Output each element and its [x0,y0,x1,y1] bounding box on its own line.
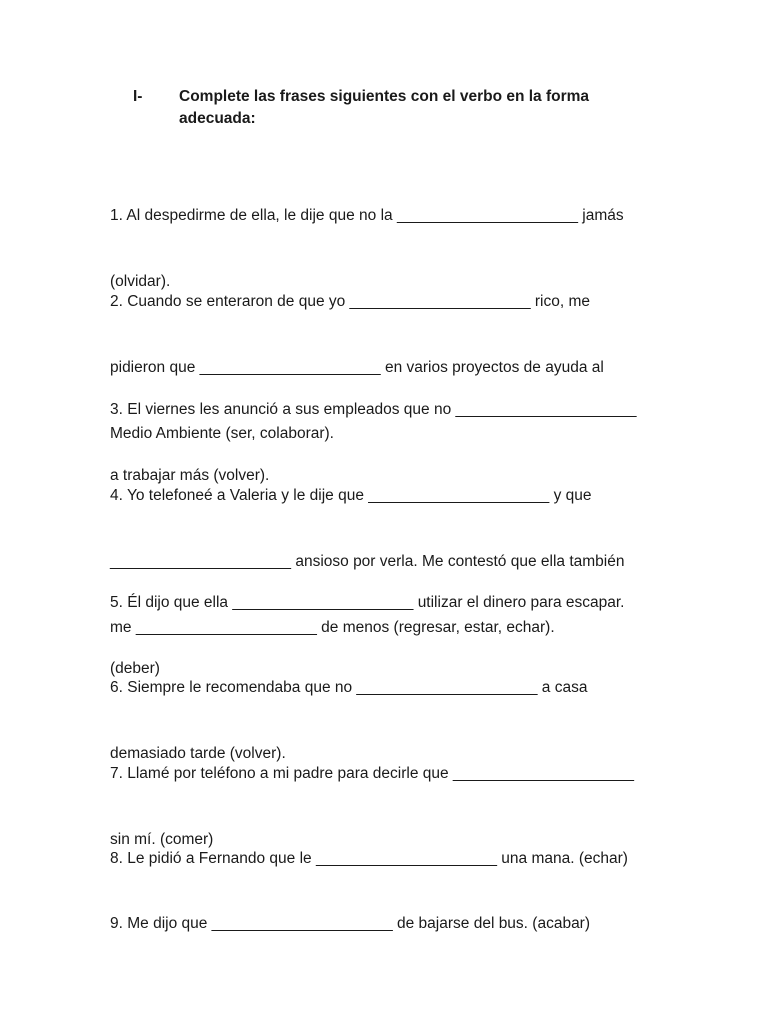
exercise-line: (deber) [110,660,160,677]
exercise-line: 7. Llamé por teléfono a mi padre para decirle que _____________________ [110,765,634,782]
section-instruction [179,86,649,130]
exercise-line: Medio Ambiente (ser, colaborar). [110,425,334,442]
exercise-line: 2. Cuando se enteraron de que yo _____________________ rico, me [110,293,591,310]
exercise-line: a trabajar más (volver). [110,467,270,484]
exercise-line: me _____________________ de menos (regresar, estar, echar). [110,619,555,636]
exercise-line: _____________________ ansioso por verla. Me contestó que ella también [110,553,625,570]
exercise-line: 6. Siempre le recomendaba que no _____________________ a casa [110,679,588,696]
exercise-line: 1. Al despedirme de ella, le dije que no la _____________________ jamás [110,207,624,224]
exercise-line: 9. Me dijo que _____________________ de bajarse del bus. (acabar) [110,915,591,932]
exercise-line: 5. Él dijo que ella _____________________ utilizar el dinero para escapar. [110,594,625,611]
instruction-line: Complete las frases siguientes con el verbo en la forma [179,88,590,105]
exercise-line: 8. Le pidió a Fernando que le _____________________ una mana. (echar) [110,850,628,867]
exercise-line: sin mí. (comer) [110,831,214,848]
exercise-line: pidieron que _____________________ en varios proyectos de ayuda al [110,359,604,376]
exercise-line: 4. Yo telefoneé a Valeria y le dije que _____________________ y que [110,487,592,504]
exercise-line: demasiado tarde (volver). [110,745,286,762]
instruction-line: adecuada: [179,110,256,127]
exercise-item-9 [110,869,670,979]
exercise-line: (olvidar). [110,273,171,290]
exercise-line: 3. El viernes les anunció a sus empleados que no _____________________ [110,401,637,418]
section-number: I- [133,88,143,105]
